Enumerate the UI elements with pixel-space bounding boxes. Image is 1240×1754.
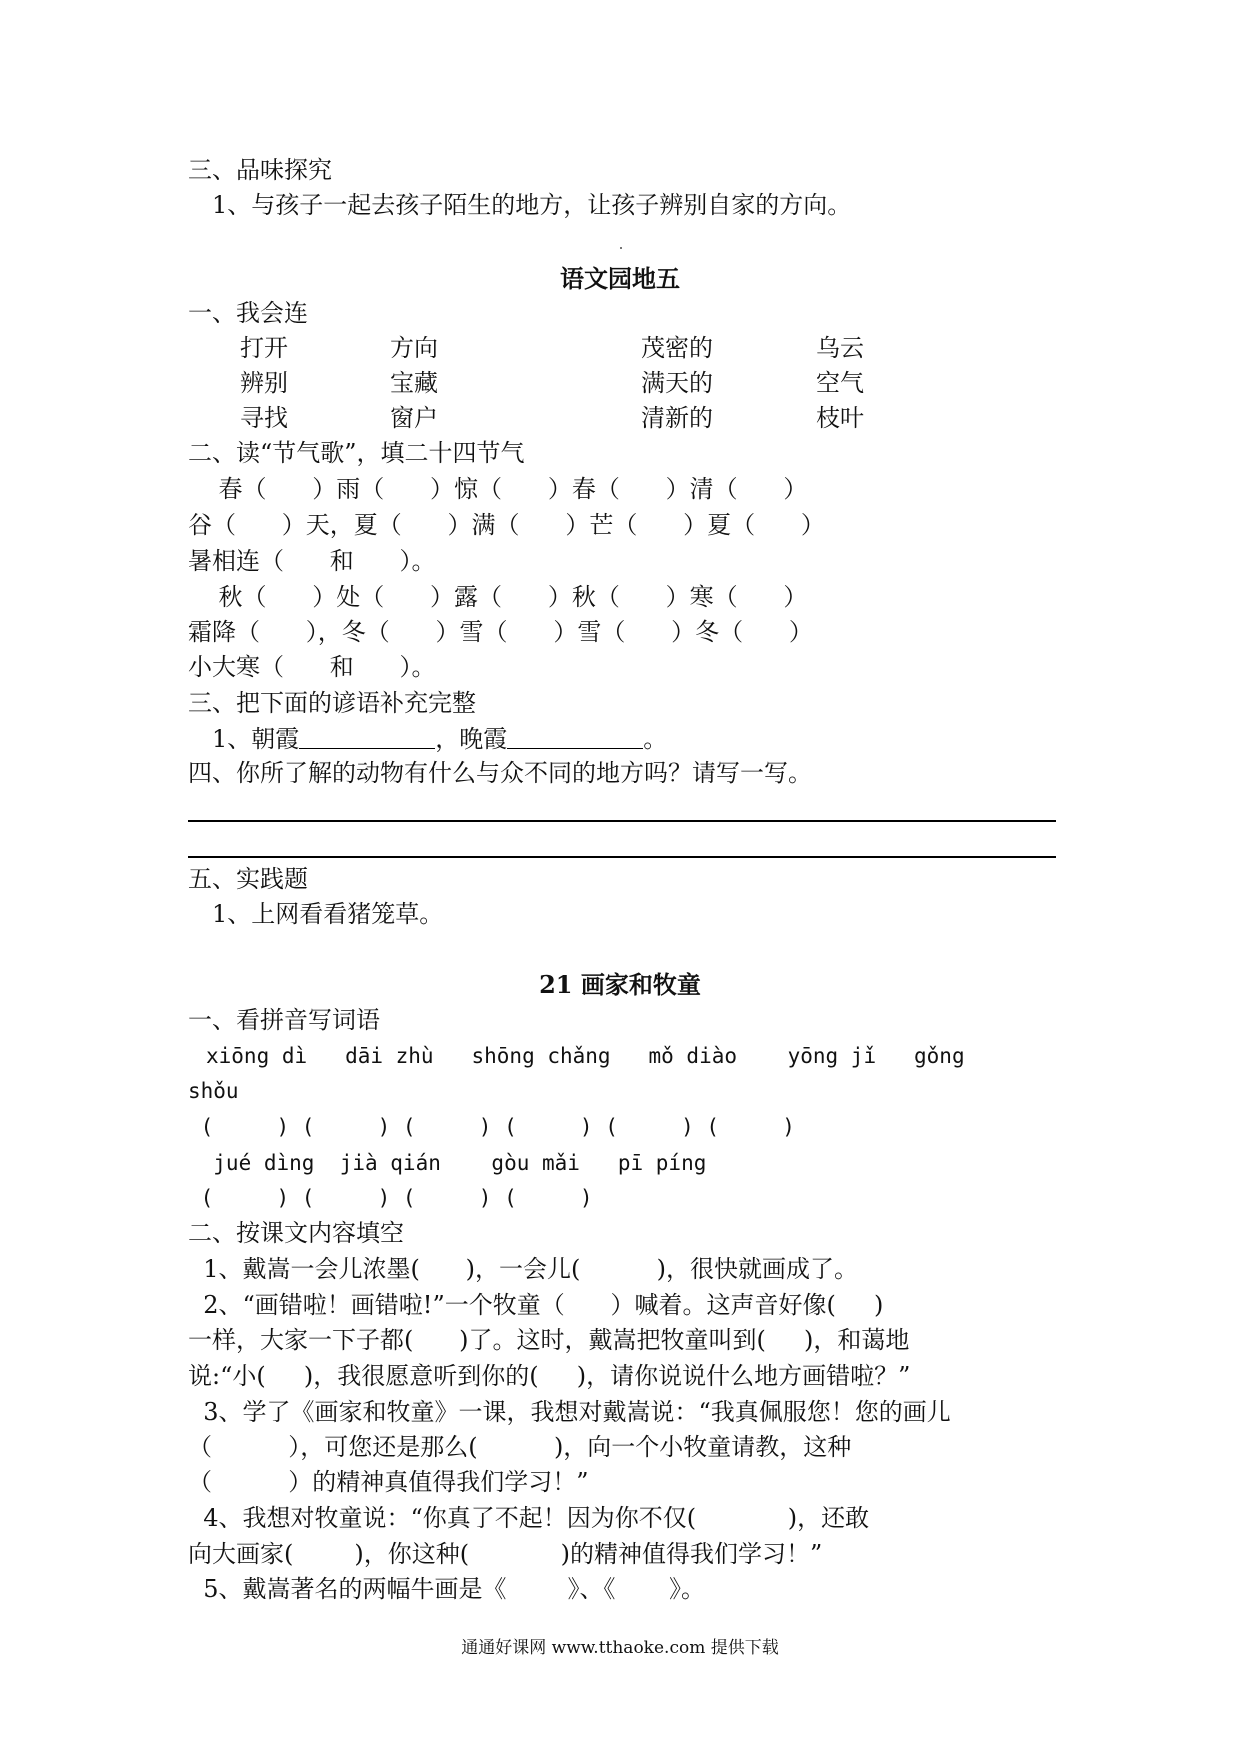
garden-title: 语文园地五	[560, 264, 680, 293]
solar-line: 秋（ ）处（ ）露（ ）秋（ ）寒（ ）	[188, 583, 808, 611]
stray-dot	[620, 247, 622, 249]
animal-heading: 四、你所了解的动物有什么与众不同的地方吗？请写一写。	[188, 759, 812, 787]
match-word: 满天的	[641, 369, 713, 397]
fill-line: （ ），可您还是那么( )，向一个小牧童请教，这种	[188, 1433, 852, 1461]
practice-heading: 五、实践题	[188, 865, 308, 893]
answer-line[interactable]	[188, 820, 1056, 822]
proverb-heading: 三、把下面的谚语补充完整	[188, 689, 476, 717]
fill-line: 向大画家( )，你这种( )的精神值得我们学习！”	[188, 1540, 823, 1568]
solar-line: 春（ ）雨（ ）惊（ ）春（ ）清（ ）	[188, 475, 808, 503]
solar-line: 暑相连（ 和 ）。	[188, 547, 436, 575]
proverb-blank-2[interactable]	[507, 726, 643, 749]
answer-line[interactable]	[188, 856, 1056, 858]
fill-line: 1、戴嵩一会儿浓墨( )，一会儿( )，很快就画成了。	[188, 1255, 859, 1283]
proverb-part-c: 。	[643, 725, 668, 753]
pinyin-row: jué dìng jià qián gòu mǎi pī píng	[188, 1151, 707, 1175]
match-word: 清新的	[641, 404, 713, 432]
fill-line: 2、“画错啦！画错啦!”一个牧童（ ）喊着。这声音好像( )	[188, 1291, 884, 1319]
match-word: 宝藏	[390, 369, 438, 397]
practice-item-1: 1、上网看看猪笼草。	[212, 900, 444, 928]
solar-heading: 二、读“节气歌”，填二十四节气	[188, 439, 525, 467]
match-word: 打开	[240, 334, 288, 362]
match-word: 枝叶	[816, 404, 864, 432]
fill-line: 说:“小( )，我很愿意听到你的( )，请你说说什么地方画错啦？”	[188, 1362, 911, 1390]
answer-brackets[interactable]: ( ) ( ) ( ) ( ) ( ) ( )	[188, 1115, 795, 1139]
match-word: 窗户	[390, 404, 438, 432]
fill-line: 5、戴嵩著名的两幅牛画是《 》、《 》。	[188, 1575, 705, 1603]
fill-heading: 二、按课文内容填空	[188, 1219, 404, 1247]
proverb-part-b: ，晚霞	[435, 725, 508, 753]
s3-item-1: 1、与孩子一起去孩子陌生的地方，让孩子辨别自家的方向。	[212, 191, 852, 219]
match-word: 乌云	[816, 334, 864, 362]
page-footer: 通通好课网 www.tthaoke.com 提供下载	[461, 1638, 779, 1658]
match-word: 方向	[390, 334, 438, 362]
fill-line: （ ）的精神真值得我们学习！”	[188, 1468, 589, 1496]
proverb-item	[212, 724, 667, 754]
solar-line: 谷（ ）天，夏（ ）满（ ）芒（ ）夏（ ）	[188, 511, 825, 539]
solar-line: 小大寒（ 和 ）。	[188, 653, 436, 681]
pinyin-row: xiōng dì dāi zhù shōng chǎng mǒ diào yōng jǐ gǒng	[206, 1044, 965, 1068]
match-word: 空气	[816, 369, 864, 397]
match-word: 寻找	[240, 404, 288, 432]
fill-line: 一样，大家一下子都( )了。这时，戴嵩把牧童叫到( )，和蔼地	[188, 1326, 910, 1354]
pinyin-row: shǒu	[188, 1079, 239, 1103]
answer-brackets[interactable]: ( ) ( ) ( ) ( )	[188, 1186, 593, 1210]
proverb-part-a: 1、朝霞	[212, 725, 300, 753]
match-word: 辨别	[240, 369, 288, 397]
fill-line: 4、我想对牧童说：“你真了不起！因为你不仅( )，还敢	[188, 1504, 870, 1532]
proverb-blank-1[interactable]	[299, 726, 435, 749]
s3-heading: 三、品味探究	[188, 156, 332, 184]
lesson-title: 21 画家和牧童	[539, 970, 701, 999]
solar-line: 霜降（ ），冬（ ）雪（ ）雪（ ）冬（ ）	[188, 618, 813, 646]
fill-line: 3、学了《画家和牧童》一课，我想对戴嵩说：“我真佩服您！您的画儿	[188, 1398, 951, 1426]
pinyin-heading: 一、看拼音写词语	[188, 1006, 380, 1034]
match-word: 茂密的	[641, 334, 713, 362]
match-heading: 一、我会连	[188, 299, 308, 327]
